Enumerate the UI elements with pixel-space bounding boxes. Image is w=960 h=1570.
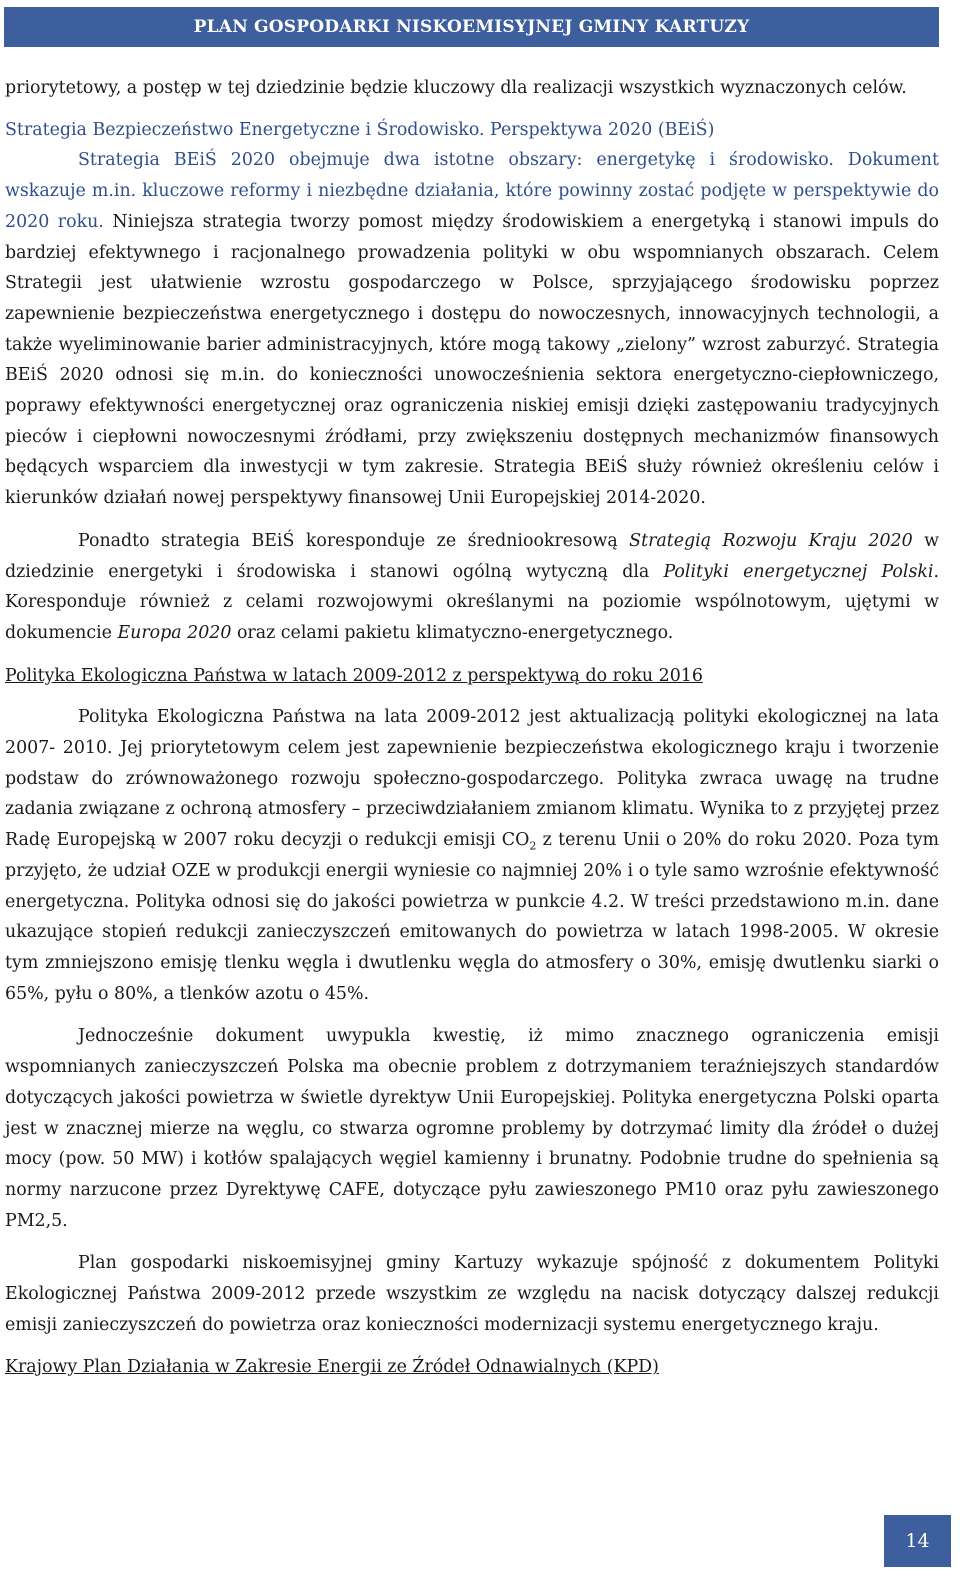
paragraph-text: . Koresponduje również z celami rozwojowymi określanymi na poziomie wspólnotowym, ujętymi w dokumencie xyxy=(5,561,939,643)
paragraph-text-highlight: Strategia BEiŚ 2020 obejmuje dwa istotne obszary: energetykę i środowisko. Dokument wskazuje m.in. kluczowe reformy i niezbędne działania, które powinny zostać podjęte w perspektywie do 2020 roku. xyxy=(5,150,939,232)
page-number-badge xyxy=(884,1515,951,1567)
document-body xyxy=(5,73,939,1383)
paragraph-text: Polityka Ekologiczna Państwa na lata 2009-2012 jest aktualizacją polityki ekologicznej na lata 2007- 2010. Jej priorytetowym celem jest zapewnienie bezpieczeństwa ekologicznego kraju i tworzenie podstaw do zrównoważonego rozwoju społeczno-gospodarczego. Polityka zwraca uwagę na trudne zadania związane z ochroną atmosfery – przeciwdziałaniem zmianom klimatu. Wynika to z przyjętej przez Radę Europejską w 2007 roku decyzji o redukcji emisji CO xyxy=(5,707,939,851)
heading-text: Polityka Ekologiczna Państwa w latach 2009-2012 z perspektywą do roku 2016 xyxy=(5,665,703,686)
paragraph-text: priorytetowy, a postęp w tej dziedzinie będzie kluczowy dla realizacji wszystkich wyznaczonych celów. xyxy=(5,78,907,98)
paragraph-text: Jednocześnie dokument uwypukla kwestię, iż mimo znacznego ograniczenia emisji wspomnianych zanieczyszczeń Polska ma obecnie problem z dotrzymaniem teraźniejszych standardów dotyczących jakości powietrza w świetle dyrektyw Unii Europejskiej. Polityka energetyczna Polski oparta jest w znacznej mierze na węglu, co stwarza ogromne problemy by dotrzymać limity dla źródeł o dużej mocy (pow. 50 MW) i kotłów spalających węgiel kamienny i brunatny. Podobnie trudne do spełnienia są normy narzucone przez Dyrektywę CAFE, dotyczące pyłu zawieszonego PM10 oraz pyłu zawieszonego PM2,5. xyxy=(5,1026,939,1231)
subscript: 2 xyxy=(529,839,537,853)
heading-text: Strategia Bezpieczeństwo Energetyczne i Środowisko. Perspektywa 2020 (BEiŚ) xyxy=(5,119,715,140)
paragraph xyxy=(5,73,939,104)
page-number: 14 xyxy=(905,1530,930,1552)
paragraph-text: Ponadto strategia BEiŚ koresponduje ze średniookresową xyxy=(78,530,630,551)
document-reference: Polityki energetycznej Polski xyxy=(663,561,934,582)
page-header xyxy=(4,7,939,47)
paragraph xyxy=(5,702,939,1009)
heading-text: Krajowy Plan Działania w Zakresie Energii ze Źródeł Odnawialnych (KPD) xyxy=(5,1357,659,1378)
paragraph xyxy=(5,1248,939,1340)
paragraph xyxy=(5,145,939,513)
paragraph-text: Niniejsza strategia tworzy pomost między środowiskiem a energetyką i stanowi impuls do bardziej efektywnego i racjonalnego prowadzenia polityki w obu wspomnianych obszarach. Celem Strategii jest ułatwienie wzrostu gospodarczego w Polsce, sprzyjającego środowisku poprzez zapewnienie bezpieczeństwa energetycznego i dostępu do nowoczesnych, innowacyjnych technologii, a także wyeliminowanie barier administracyjnych, które mogą takowy „zielony” wzrost zaburzyć. Strategia BEiŚ 2020 odnosi się m.in. do konieczności unowocześnienia sektora energetyczno-ciepłowniczego, poprawy efektywności energetycznej oraz ograniczenia niskiej emisji dzięki zastępowaniu tradycyjnych pieców i ciepłowni nowoczesnymi źródłami, przy zwiększeniu dostępnych mechanizmów finansowych będących wsparciem dla inwestycji w tym zakresie. Strategia BEiŚ służy również określeniu celów i kierunków działań nowej perspektywy finansowej Unii Europejskiej 2014-2020. xyxy=(5,211,939,509)
paragraph xyxy=(5,1021,939,1236)
section-heading-beis xyxy=(5,115,939,146)
document-reference: Europa 2020 xyxy=(117,622,232,643)
document-reference: Strategią Rozwoju Kraju 2020 xyxy=(629,530,913,551)
section-heading-kpd xyxy=(5,1352,939,1383)
paragraph-text: w dziedzinie energetyki i środowiska i stanowi ogólną wytyczną dla xyxy=(5,530,939,582)
paragraph-text: Plan gospodarki niskoemisyjnej gminy Kartuzy wykazuje spójność z dokumentem Polityki Ekologicznej Państwa 2009-2012 przede wszystkim ze względu na nacisk dotyczący dalszej redukcji emisji zanieczyszczeń do powietrza oraz konieczności modernizacji systemu energetycznego kraju. xyxy=(5,1253,939,1335)
document-title: PLAN GOSPODARKI NISKOEMISYJNEJ GMINY KARTUZY xyxy=(193,17,750,37)
paragraph-text: z terenu Unii o 20% do roku 2020. Poza tym przyjęto, że udział OZE w produkcji energii wyniesie co najmniej 20% i o tyle samo wzrośnie efektywność energetyczna. Polityka odnosi się do jakości powietrza w punkcie 4.2. W treści przedstawiono m.in. dane ukazujące stopień redukcji zanieczyszczeń emitowanych do powietrza w latach 1998-2005. W okresie tym zmniejszono emisję tlenku węgla i dwutlenku węgla do atmosfery o 30%, emisję dwutlenku siarki o 65%, pyłu o 80%, a tlenków azotu o 45%. xyxy=(5,830,940,1004)
section-heading-polityka-ekologiczna xyxy=(5,661,939,692)
paragraph xyxy=(5,526,939,649)
paragraph-text: oraz celami pakietu klimatyczno-energetycznego. xyxy=(231,622,674,643)
